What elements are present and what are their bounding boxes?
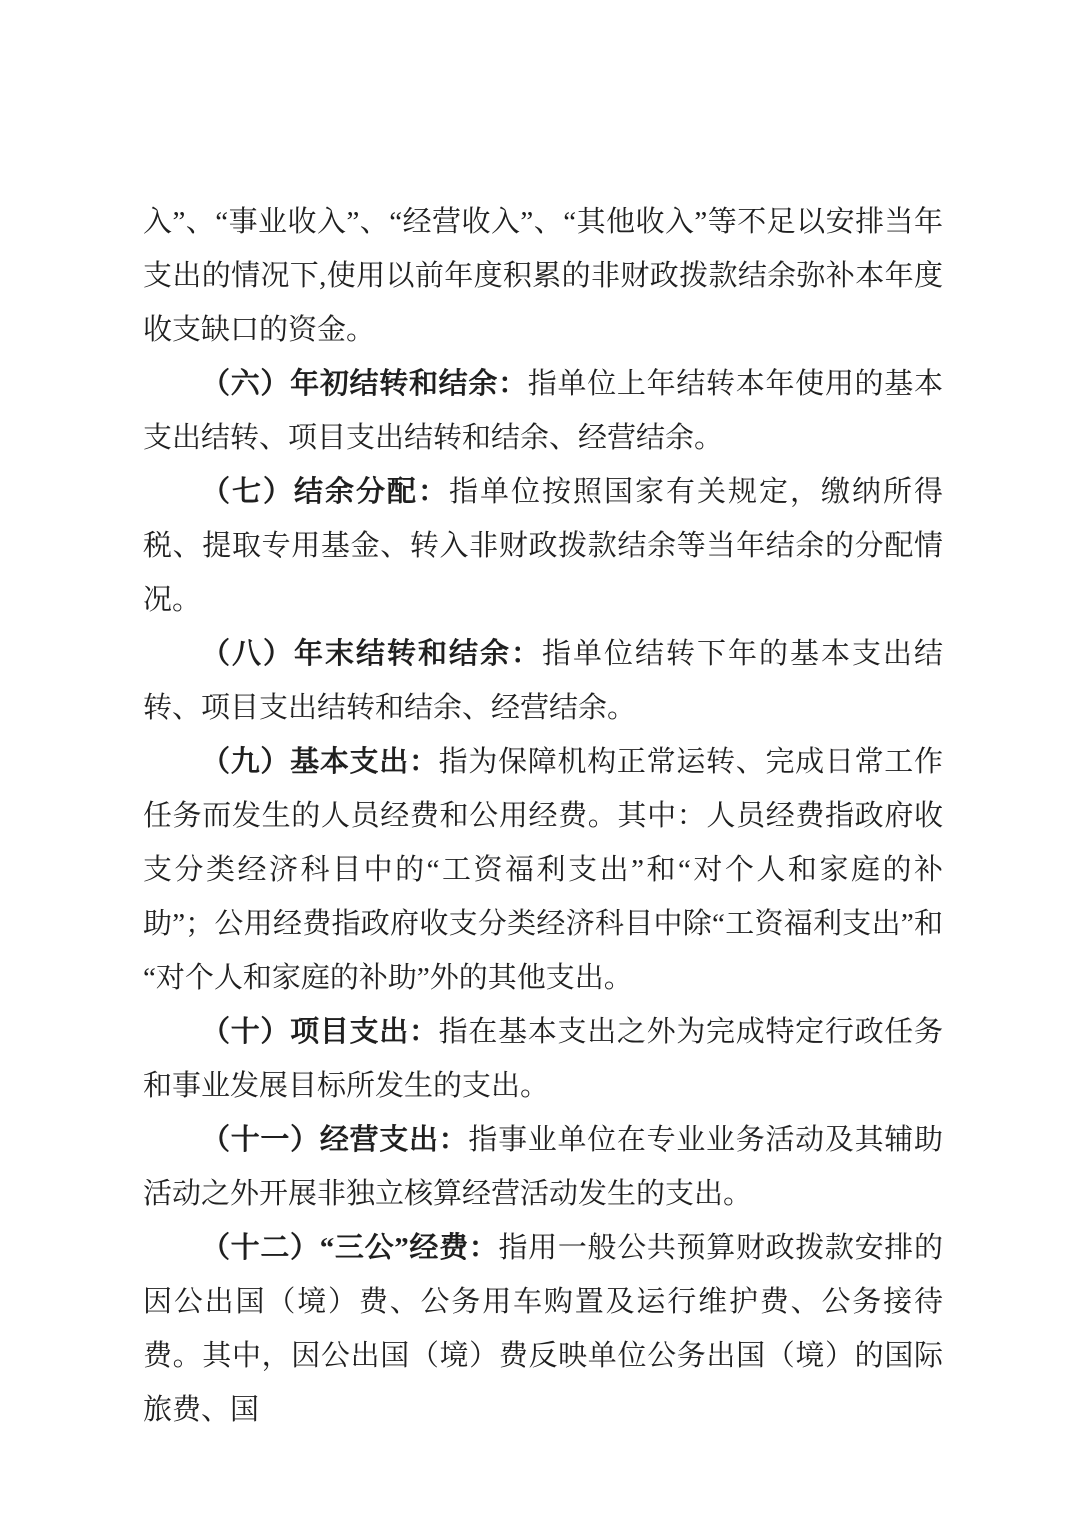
para-heading: （六）年初结转和结余： <box>201 368 528 400</box>
para-body: 指用一般公共预算财政拨款安排的因公出国（境）费、公务用车购置及运行维护费、公务接待费。其中，因公出国（境）费反映单位公务出国（境）的国际旅费、国 <box>143 1232 943 1426</box>
paragraph-item-10 <box>143 1005 943 1113</box>
paragraph-item-12 <box>143 1221 943 1437</box>
para-body: 指事业单位在专业业务活动及其辅助活动之外开展非独立核算经营活动发生的支出。 <box>143 1124 943 1210</box>
para-heading: （八）年末结转和结余： <box>201 638 542 670</box>
para-body: 入”、“事业收入”、“经营收入”、“其他收入”等不足以安排当年支出的情况下,使用以前年度积累的非财政拨款结余弥补本年度收支缺口的资金。 <box>143 206 943 346</box>
para-heading: （九）基本支出： <box>201 746 439 778</box>
paragraph-continuation <box>143 195 943 357</box>
paragraph-item-8 <box>143 627 943 735</box>
paragraph-item-9 <box>143 735 943 1005</box>
para-heading: （十）项目支出： <box>201 1016 439 1048</box>
para-body: 指单位按照国家有关规定，缴纳所得税、提取专用基金、转入非财政拨款结余等当年结余的分配情况。 <box>143 476 943 616</box>
paragraph-item-6 <box>143 357 943 465</box>
para-heading: （七）结余分配： <box>201 476 449 508</box>
para-body: 指为保障机构正常运转、完成日常工作任务而发生的人员经费和公用经费。其中：人员经费指政府收支分类经济科目中的“工资福利支出”和“对个人和家庭的补助”；公用经费指政府收支分类经济科目中除“工资福利支出”和“对个人和家庭的补助”外的其他支出。 <box>143 746 943 994</box>
para-heading: （十一）经营支出： <box>201 1124 469 1156</box>
para-body: 指单位上年结转本年使用的基本支出结转、项目支出结转和结余、经营结余。 <box>143 368 943 454</box>
para-body: 指单位结转下年的基本支出结转、项目支出结转和结余、经营结余。 <box>143 638 943 724</box>
paragraph-item-7 <box>143 465 943 627</box>
paragraph-item-11 <box>143 1113 943 1221</box>
para-body: 指在基本支出之外为完成特定行政任务和事业发展目标所发生的支出。 <box>143 1016 943 1102</box>
para-heading: （十二）“三公”经费： <box>201 1232 499 1264</box>
